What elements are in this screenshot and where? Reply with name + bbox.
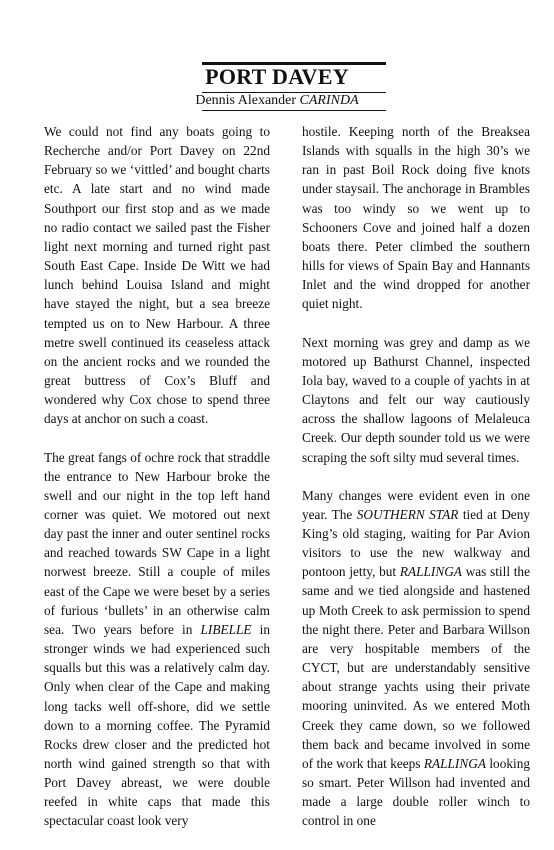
byline [0, 93, 554, 109]
article-title: PORT DAVEY [205, 64, 349, 89]
paragraph: hostile. Keeping north of the Breaksea Islands with squalls in the high 30’s we ran in past Boil Rock doing five knots under staysail. The anchorage in Brambles was too windy so we went up to Schooners Cove and joined half a dozen boats there. Peter climbed the southern hills for views of Spain Bay and Hannants Inlet and the wind dropped for another quiet night. [302, 124, 530, 312]
boat-name-inline: RALLINGA [399, 564, 462, 580]
paragraph: The great fangs of ochre rock that straddle the entrance to New Harbour broke the swell and our night in the top left hand corner was quiet. We motored out next day past the inner and outer sentinel rocks and reached towards SW Cape in a light norwest breeze. Still a couple of miles east of the Cape we were beset by a series of furious ‘bullets’ in an otherwise calm sea. Two years before in LIBELLE in stronger winds we had experienced such squalls but this was a relatively calm day. Only when clear of the Cape and making long tacks well off-shore, did we settle down to a morning coffee. The Pyramid Rocks drew closer and the predicted hot north wind gained strength so that with Port Davey abreast, we were double reefed in white caps that made this spectacular coast look very [44, 449, 270, 829]
boat-name: CARINDA [299, 93, 359, 108]
author-name: Dennis Alexander [195, 93, 297, 108]
left-column [44, 122, 270, 850]
boat-name-inline: LIBELLE [200, 621, 252, 637]
boat-name-inline: RALLINGA [423, 755, 486, 771]
ship-name-inline: SOUTHERN STAR [356, 506, 459, 522]
paragraph: Many changes were evident even in one year. The SOUTHERN STAR tied at Deny King’s old staging, waiting for Par Avion visitors to use the new walkway and pontoon jetty, but RALLINGA was still the same and we tied alongside and hastened up Moth Creek to ask permission to spend the night there. Peter and Barbara Willson are very hospitable members of the CYCT, but are understandably sensitive about strange yachts using their private mooring uninvited. As we entered Moth Creek they came down, so we followed them back and became involved in some of the work that keeps RALLINGA looking so smart. Peter Willson had invented and made a large double roller winch to control in one [302, 487, 530, 829]
paragraph: Next morning was grey and damp as we motored up Bathurst Channel, inspected Iola bay, waved to a couple of yachts in at Claytons and felt our way cautiously across the shallow lagoons of Melaleuca Creek. Our depth sounder told us we were scraping the soft silty mud several times. [302, 334, 530, 465]
byline-divider [202, 110, 386, 111]
paragraph: We could not find any boats going to Recherche and/or Port Davey on 22nd February so we ‘vittled’ and bought charts etc. A late start and no wind made Southport our first stop and as we made no radio contact we sailed past the Fisher light next morning and turned right past South East Cape. Inside De Witt we had lunch behind Louisa Island and might have stayed the night, but a sea breeze tempted us on to New Harbour. A three metre swell continued its ceaseless attack on the ancient rocks and we rounded the great buttress of Cox’s Bluff and wondered why Cox chose to spend three days at anchor on such a coast. [44, 124, 270, 427]
right-column [302, 122, 530, 849]
